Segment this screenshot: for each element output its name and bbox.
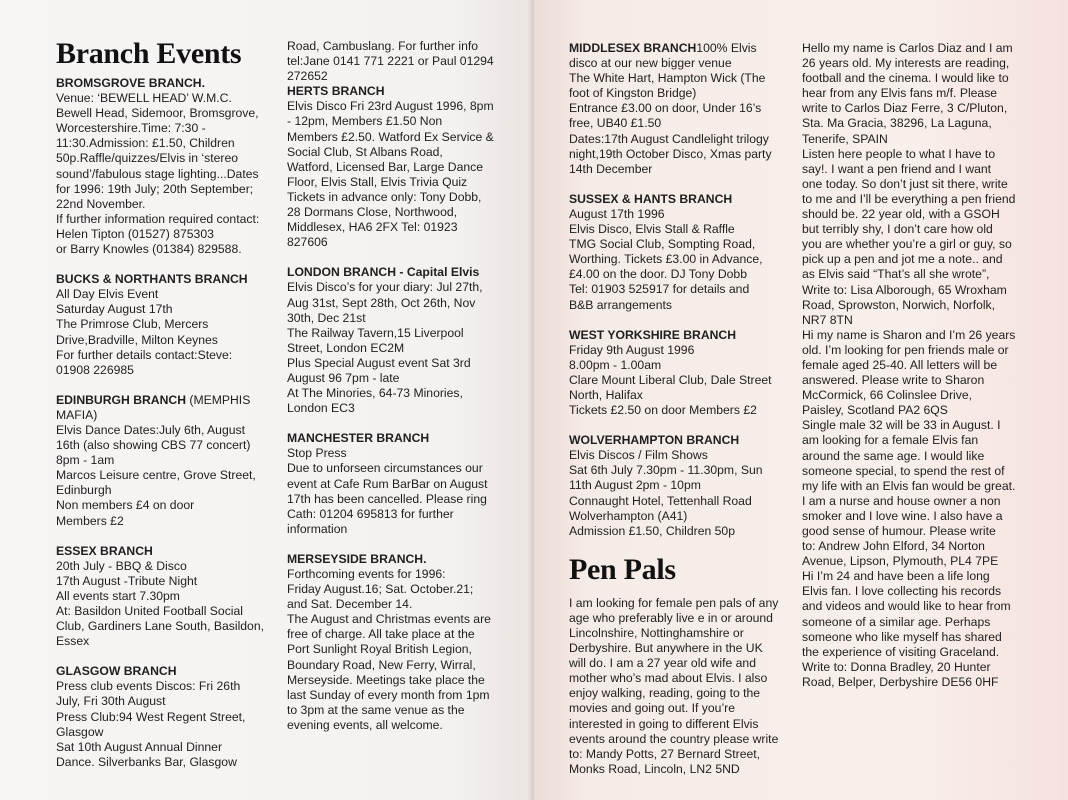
pen-pal-letter: Hello my name is Carlos Diaz and I am 26 years old. My interests are reading, football and the cinema. I would like to hear from any Elvis fans m/f. Please write to Carlos Diaz Ferre, 3 C/Pluton, Sta. Ma Gracia, 38296, La Laguna, Tenerife, SPAIN	[802, 41, 1013, 146]
branch-entry	[569, 433, 791, 539]
branch-events-column-3	[569, 41, 791, 777]
branch-name: MIDDLESEX BRANCH	[569, 41, 697, 55]
branch-details: Friday 9th August 1996 8.00pm - 1.00am Clare Mount Liberal Club, Dale Street North, Halifax Tickets £2.50 on door Members £2	[569, 342, 772, 418]
branch-details: disco at our new bigger venue The White Hart, Hampton Wick (The foot of Kingston Bridge) Entrance £3.00 on door, Under 16’s free, UB40 £1.50 Dates:17th August Candlelight trilogy night,19th October Disco, Xmas party 14th December	[569, 56, 772, 176]
right-page	[534, 0, 1068, 800]
branch-entry	[56, 664, 278, 770]
branch-name: SUSSEX & HANTS BRANCH	[569, 191, 733, 206]
branch-subtitle: (MEMPHIS MAFIA)	[56, 392, 251, 422]
branch-title	[569, 192, 791, 207]
branch-subtitle: 100% Elvis	[696, 41, 757, 55]
pen-pals-column-2	[802, 41, 1021, 690]
branch-name: MERSEYSIDE BRANCH.	[287, 551, 427, 566]
branch-details: Press club events Discos: Fri 26th July, Fri 30th August Press Club:94 West Regent Street, Glasgow Sat 10th August Annual Dinner Dance. Silverbanks Bar, Glasgow	[56, 679, 246, 769]
pen-pal-letter: Hi I’m 24 and have been a life long Elvis fan. I love collecting his records and videos and would like to hear from someone of a similar age. Perhaps someone who like myself has shared the experience of visiting Graceland. Write to: Donna Bradley, 20 Hunter Road, Belper, Derbyshire DE56 0HF	[802, 569, 1011, 689]
branch-events-column-1	[56, 38, 278, 785]
branch-details: August 17th 1996 Elvis Disco, Elvis Stall & Raffle TMG Social Club, Sompting Road, Worthing. Tickets £3.00 in Advance, £4.00 on the door. DJ Tony Dobb Tel: 01903 525917 for details and B&B arrangements	[569, 206, 763, 312]
branch-entry	[56, 272, 278, 378]
branch-details: Elvis Dance Dates:July 6th, August 16th (also showing CBS 77 concert) 8pm - 1am Marcos Leisure centre, Grove Street, Edinburgh Non members £4 on door Members £2	[56, 422, 256, 528]
branch-name: GLASGOW BRANCH	[56, 664, 177, 679]
branch-name: ESSEX BRANCH	[56, 543, 153, 558]
branch-entry	[569, 192, 791, 313]
branch-name: BROMSGROVE BRANCH.	[56, 76, 205, 90]
branch-title	[56, 544, 278, 559]
continued-text: Road, Cambuslang. For further info tel:Jane 0141 771 2221 or Paul 01294 272652	[287, 39, 494, 84]
branch-title	[287, 84, 509, 99]
branch-details: Venue: ‘BEWELL HEAD’ W.M.C. Bewell Head, Sidemoor, Bromsgrove, Worcestershire.Time: 7:30 - 11:30.Admission: £1.50, Children 50p.Raffle/quizzes/Elvis in ‘stereo sound’/fabulous stage lighting...Dates for 1996: 19th July; 20th September; 22nd November. If further information required contact: Helen Tipton (01527) 875303 or Barry Knowles (01384) 829588.	[56, 91, 260, 257]
branch-entry	[569, 41, 791, 177]
branch-title	[569, 41, 791, 56]
branch-title	[569, 433, 791, 448]
branch-details: Elvis Disco Fri 23rd August 1996, 8pm - 12pm, Members £1.50 Non Members £2.50. Watford Ex Service & Social Club, St Albans Road, Watford, Licensed Bar, Large Dance Floor, Elvis Stall, Elvis Trivia Quiz Tickets in advance only: Tony Dobb, 28 Dormans Close, Northwood, Middlesex, HA6 2FX Tel: 01923 827606	[287, 99, 494, 250]
branch-title	[287, 431, 509, 446]
branch-details: 20th July - BBQ & Disco 17th August -Tribute Night All events start 7.30pm At: Basildon United Football Social Club, Gardiners Lane South, Basildon, Essex	[56, 558, 264, 649]
branch-name: BUCKS & NORTHANTS BRANCH	[56, 272, 248, 287]
branch-details: Forthcoming events for 1996: Friday August.16; Sat. October.21; and Sat. December 14. The August and Christmas events are free of charge. All take place at the Port Sunlight Royal British Legion, Boundary Road, New Ferry, Wirral, Merseyside. Meetings take place the last Sunday of every month from 1pm to 3pm at the same venue as the evening events, all welcome.	[287, 567, 491, 732]
pen-pal-letter: Single male 32 will be 33 in August. I am looking for a female Elvis fan around the same age. I would like someone special, to spend the rest of my life with an Elvis fan would be great. I am a nurse and house owner a non smoker and I love wine. I also have a good sense of humour. Please write to: Andrew John Elford, 34 Norton Avenue, Lipson, Plymouth, PL4 7PE	[802, 418, 1016, 569]
pen-pal-letter: Listen here people to what I have to say!. I want a pen friend and I want one today. So don’t just sit there, write to me and I’ll be everything a pen friend should be. 22 year old, with a GSOH but terribly shy, I don’t care how old you are whether you’re a girl or guy, so pick up a pen and jot me a note.. and as Elvis said “That’s all she wrote”, Write to: Lisa Alborough, 65 Wroxham Road, Sprowston, Norwich, Norfolk, NR7 8TN	[802, 146, 1016, 327]
pen-pal-letter: I am looking for female pen pals of any age who preferably live e in or around Lincolnshire, Nottinghamshire or Derbyshire. But anywhere in the UK will do. I am a 27 year old wife and mother who’s mad about Elvis. I also enjoy walking, reading, going to the movies and going out. If you’re interested in going to different Elvis events around the country please write to: Mandy Potts, 27 Bernard Street, Monks Road, Lincoln, LN2 5ND	[569, 595, 779, 776]
branch-name: LONDON BRANCH - Capital Elvis	[287, 265, 480, 280]
branch-entry	[287, 84, 509, 250]
branch-entry	[287, 431, 509, 537]
branch-entry	[287, 265, 509, 416]
pen-pal-letter: Hi my name is Sharon and I’m 26 years old. I’m looking for pen friends male or female aged 25-40. All letters will be answered. Please write to Sharon McCormick, 66 Colinslee Drive, Paisley, Scotland PA2 6QS	[802, 327, 1016, 418]
branch-title	[56, 76, 278, 91]
branch-title	[56, 272, 278, 287]
branch-entry	[56, 76, 278, 257]
section-title-branch-events: Branch Events	[56, 37, 242, 70]
branch-name: WEST YORKSHIRE BRANCH	[569, 327, 737, 342]
branch-events-column-2	[287, 39, 509, 748]
branch-name: WOLVERHAMPTON BRANCH	[569, 433, 740, 448]
branch-details: Elvis Disco’s for your diary: Jul 27th, Aug 31st, Sept 28th, Oct 26th, Nov 30th, Dec 21st The Railway Tavern,15 Liverpool Street, London EC2M Plus Special August event Sat 3rd August 96 7pm - late At The Minories, 64-73 Minories, London EC3	[287, 280, 483, 416]
branch-details: Stop Press Due to unforseen circumstances our event at Cafe Rum BarBar on August 17th has been cancelled. Please ring Cath: 01204 695813 for further information	[287, 446, 488, 536]
branch-name: HERTS BRANCH	[287, 84, 385, 99]
section-title-pen-pals: Pen Pals	[569, 552, 676, 586]
branch-entry	[56, 544, 278, 650]
branch-details: Elvis Discos / Film Shows Sat 6th July 7.30pm - 11.30pm, Sun 11th August 2pm - 10pm Connaught Hotel, Tettenhall Road Wolverhampton (A41) Admission £1.50, Children 50p	[569, 448, 763, 538]
branch-details: All Day Elvis Event Saturday August 17th The Primrose Club, Mercers Drive,Bradville, Milton Keynes For further details contact:Steve: 01908 226985	[56, 287, 233, 377]
branch-title	[287, 552, 509, 567]
branch-name: EDINBURGH BRANCH	[56, 392, 186, 407]
branch-title	[56, 393, 278, 423]
branch-title	[56, 664, 278, 679]
branch-entry	[569, 328, 791, 419]
branch-name: MANCHESTER BRANCH	[287, 431, 430, 446]
branch-title	[287, 265, 509, 280]
branch-entry	[56, 393, 278, 529]
branch-title	[569, 328, 791, 343]
branch-entry	[287, 552, 509, 733]
